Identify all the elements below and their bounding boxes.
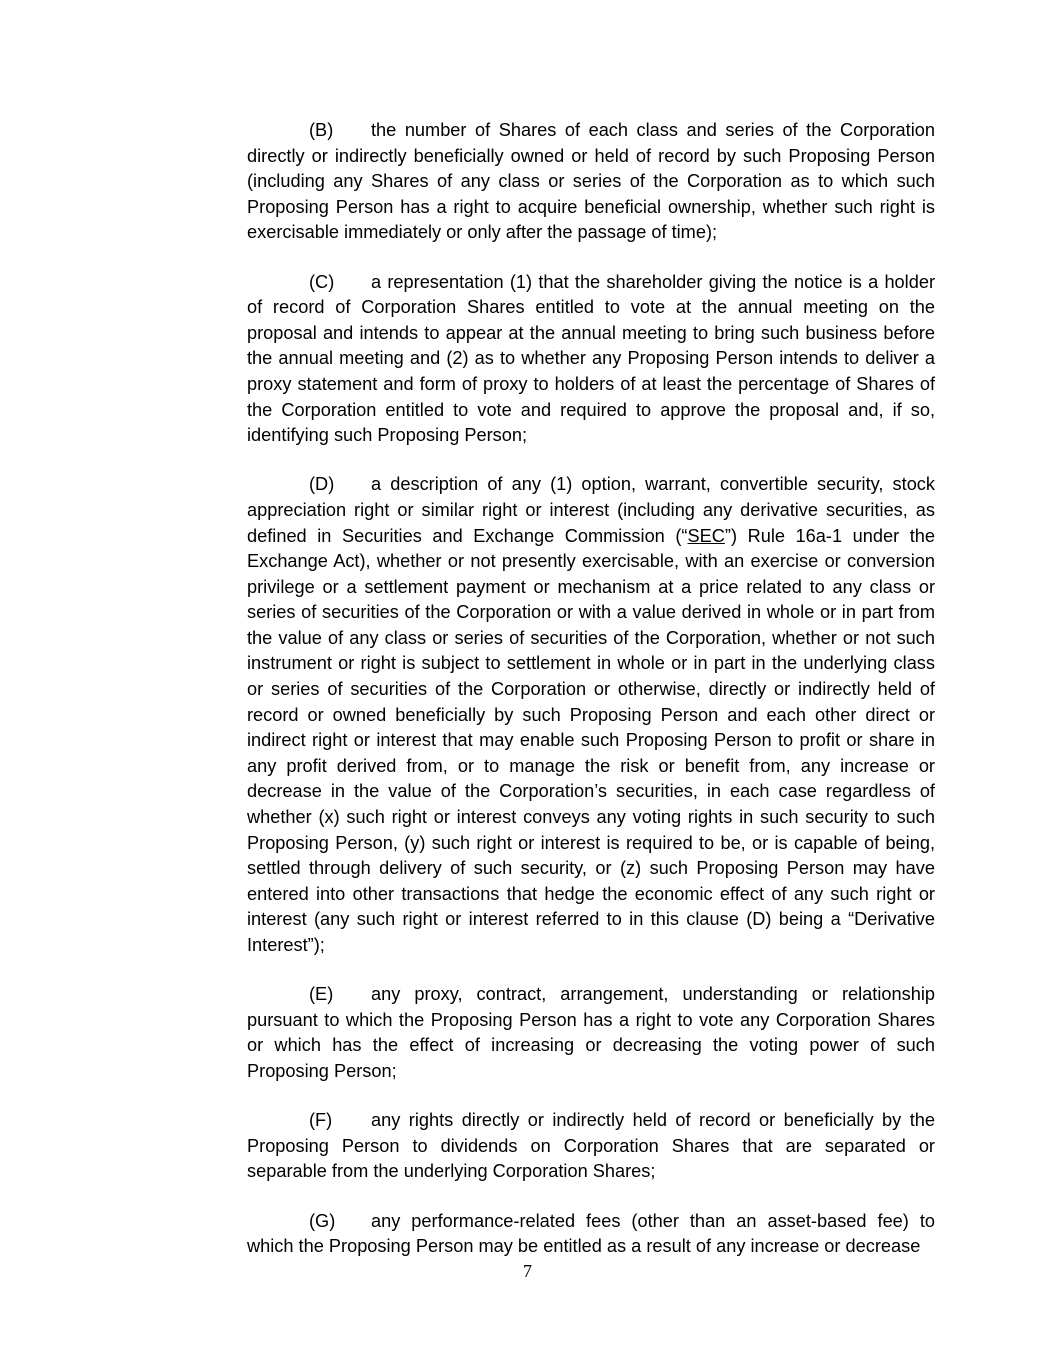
clause-text: any performance-related fees (other than an asset-based fee) to which the Proposing Person may be entitled as a result of any increase or decrease [247,1210,935,1257]
clause-text: a representation (1) that the shareholder giving the notice is a holder of record of Corporation Shares entitled to vote at the annual meeting on the proposal and intends to appear at the annual meeting to bring such business before the annual meeting and (2) as to whether any Proposing Person intends to deliver a proxy statement and form of proxy to holders of at least the percentage of Shares of the Corporation entitled to vote and required to approve the proposal and, if so, identifying such Proposing Person; [247,271,935,446]
clause-text: any proxy, contract, arrangement, understanding or relationship pursuant to which the Proposing Person has a right to vote any Corporation Shares or which has the effect of increasing or decreasing the voting power of such Proposing Person; [247,984,935,1081]
clause-c [247,270,935,449]
clause-text-continued: ”) Rule 16a-1 under the Exchange Act), whether or not presently exercisable, with an exercise or conversion privilege or a settlement payment or mechanism at a price related to any class or series of securities of the Corporation or with a value derived in whole or in part from the value of any class or series of securities of the Corporation, whether or not such instrument or right is subject to settlement in whole or in part in the underlying class or series of securities of the Corporation or otherwise, directly or indirectly held of record or owned beneficially by such Proposing Person and each other direct or indirect right or interest that may enable such Proposing Person to profit or share in any profit derived from, or to manage the risk or benefit from, any increase or decrease in the value of the Corporation’s securities, in each case regardless of whether (x) such right or interest conveys any voting rights in such security to such Proposing Person, (y) such right or interest is required to be, or is capable of being, settled through delivery of such security, or (z) such Proposing Person may have entered into other transactions that hedge the economic effect of any such right or interest (any such right or interest referred to in this clause (D) being a “Derivative Interest”); [247,525,935,955]
clause-label: (F) [309,1110,333,1131]
clause-text: any rights directly or indirectly held of record or beneficially by the Proposing Person to dividends on Corporation Shares that are separated or separable from the underlying Corporation Shares; [247,1110,935,1182]
clause-g [247,1209,935,1260]
clause-label: (G) [309,1210,336,1231]
sec-defined-term: SEC [687,525,725,546]
page-number: 7 [523,1261,532,1281]
clause-label: (D) [309,474,335,495]
document-body [247,118,935,1283]
clause-text: a description of any (1) option, warrant, convertible security, stock appreciation right or similar right or interest (including any derivative securities, as defined in Securities and Exchange Commission (“ [247,474,935,546]
clause-text: the number of Shares of each class and series of the Corporation directly or indirectly beneficially owned or held of record by such Proposing Person (including any Shares of any class or series of the Corporation as to which such Proposing Person has a right to acquire beneficial ownership, whether such right is exercisable immediately or only after the passage of time); [247,120,935,243]
clause-label: (B) [309,120,334,140]
clause-f [247,1108,935,1185]
clause-label: (E) [309,984,334,1005]
clause-e [247,982,935,1084]
clause-label: (C) [309,271,335,292]
clause-d [247,472,935,958]
clause-b [247,118,935,246]
